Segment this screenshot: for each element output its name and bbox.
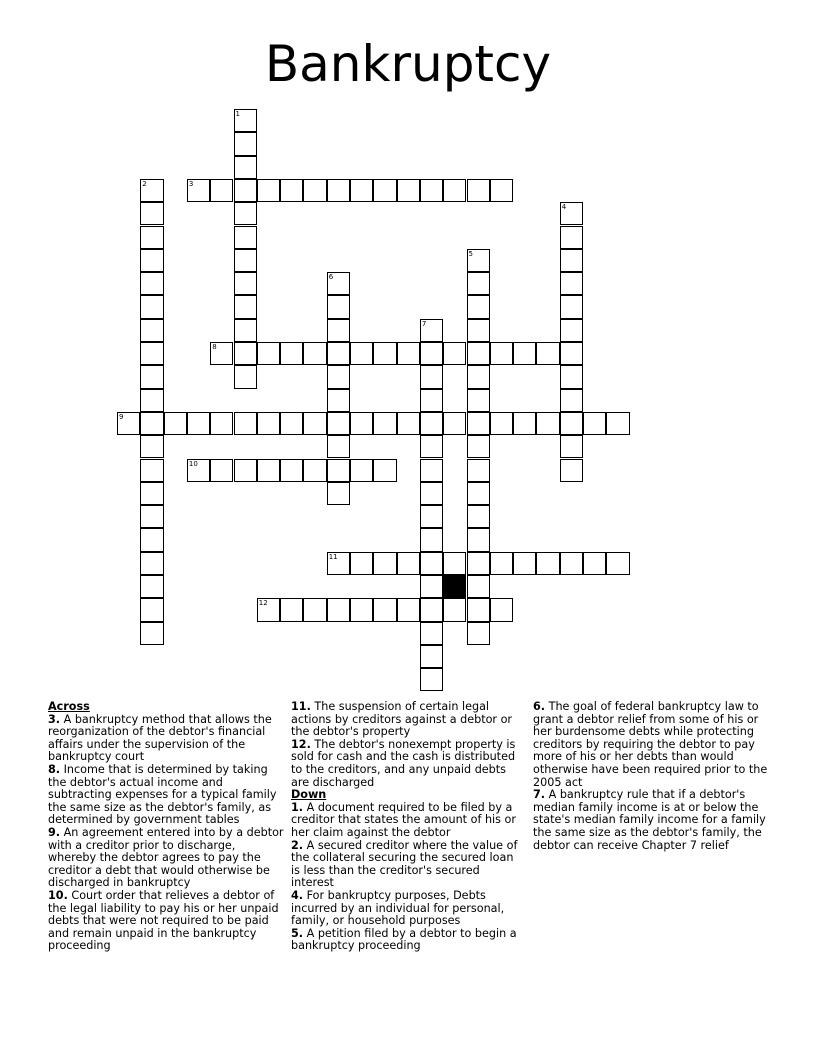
grid-cell[interactable] (467, 459, 490, 482)
grid-cell[interactable] (373, 459, 396, 482)
grid-cell-7[interactable] (420, 319, 443, 342)
grid-cell[interactable] (467, 622, 490, 645)
grid-cell[interactable] (467, 435, 490, 458)
grid-cell[interactable] (257, 459, 280, 482)
grid-cell[interactable] (140, 622, 163, 645)
grid-cell[interactable] (443, 342, 466, 365)
grid-cell[interactable] (397, 552, 420, 575)
grid-cell[interactable] (467, 552, 490, 575)
clue-number: 9 (119, 412, 124, 421)
grid-cell[interactable] (234, 179, 257, 202)
grid-cell[interactable] (327, 412, 350, 435)
clue-number: 5 (468, 249, 473, 258)
grid-cell[interactable] (234, 319, 257, 342)
grid-cell[interactable] (467, 575, 490, 598)
grid-cell[interactable] (140, 482, 163, 505)
grid-cell[interactable] (140, 459, 163, 482)
grid-cell[interactable] (140, 528, 163, 551)
grid-cell[interactable] (164, 412, 187, 435)
across-heading: Across (48, 700, 90, 713)
grid-cell[interactable] (373, 342, 396, 365)
grid-cell[interactable] (490, 552, 513, 575)
clue-number: 3 (188, 179, 194, 188)
grid-cell-4[interactable] (560, 202, 583, 225)
grid-cell[interactable] (140, 319, 163, 342)
grid-cell[interactable] (420, 389, 443, 412)
clues-column-3 (533, 701, 769, 852)
grid-cell[interactable] (467, 528, 490, 551)
grid-cell[interactable] (560, 295, 583, 318)
clue-down-6: 6. The goal of federal bankruptcy law to grant a debtor relief from some of his or her burdensome debts while protecting creditors by requiring the debtor to pay more of his or her debts than would otherwise have been required prior to the 2005 act (533, 700, 768, 789)
grid-cell-1[interactable] (234, 109, 257, 132)
grid-cell[interactable] (350, 459, 373, 482)
grid-cell[interactable] (560, 552, 583, 575)
grid-cell[interactable] (420, 435, 443, 458)
clue-across-8: 8. Income that is determined by taking the debtor's actual income and subtracting expenses for a typical family the same size as the debtor's family, as determined by government tables (48, 762, 277, 827)
grid-cell[interactable] (443, 179, 466, 202)
grid-cell[interactable] (420, 528, 443, 551)
grid-cell[interactable] (583, 412, 606, 435)
grid-cell[interactable] (303, 342, 326, 365)
grid-cell[interactable] (513, 342, 536, 365)
grid-cell[interactable] (583, 552, 606, 575)
grid-cell[interactable] (420, 552, 443, 575)
clue-number: 4 (561, 203, 567, 212)
grid-cell[interactable] (327, 435, 350, 458)
grid-cell[interactable] (234, 459, 257, 482)
grid-cell[interactable] (327, 389, 350, 412)
grid-cell[interactable] (560, 412, 583, 435)
grid-cell[interactable] (490, 179, 513, 202)
grid-cell[interactable] (467, 319, 490, 342)
grid-cell[interactable] (443, 412, 466, 435)
grid-cell[interactable] (303, 598, 326, 621)
grid-cell[interactable] (443, 552, 466, 575)
clue-number: 7 (421, 319, 427, 328)
grid-cell[interactable] (560, 272, 583, 295)
grid-cell[interactable] (536, 552, 559, 575)
grid-cell[interactable] (606, 412, 629, 435)
grid-cell[interactable] (140, 272, 163, 295)
grid-cell[interactable] (140, 598, 163, 621)
grid-cell[interactable] (327, 319, 350, 342)
grid-cell[interactable] (234, 202, 257, 225)
grid-cell[interactable] (490, 598, 513, 621)
grid-cell[interactable] (467, 412, 490, 435)
grid-cell-10[interactable] (187, 459, 210, 482)
clues-column-2 (291, 701, 521, 953)
grid-cell[interactable] (397, 342, 420, 365)
grid-cell[interactable] (420, 668, 443, 691)
grid-cell[interactable] (420, 575, 443, 598)
grid-cell[interactable] (140, 249, 163, 272)
grid-cell[interactable] (280, 459, 303, 482)
down-heading: Down (291, 788, 327, 802)
grid-cell-9[interactable] (117, 412, 140, 435)
grid-cell[interactable] (140, 342, 163, 365)
clue-across-11: 11. The suspension of certain legal actions by creditors against a debtor or the debtor's property (291, 700, 513, 739)
grid-cell[interactable] (467, 342, 490, 365)
grid-cell[interactable] (327, 598, 350, 621)
grid-cell[interactable] (234, 132, 257, 155)
grid-cell[interactable] (234, 226, 257, 249)
clue-down-7: 7. A bankruptcy rule that if a debtor's median family income is at or below the state's median family income for a family the same size as the debtor's family, the debtor can receive Chapter 7 relief (533, 788, 766, 852)
grid-cell[interactable] (327, 482, 350, 505)
grid-cell[interactable] (234, 295, 257, 318)
grid-cell[interactable] (443, 598, 466, 621)
clue-number: 1 (235, 110, 240, 118)
grid-cell[interactable] (140, 226, 163, 249)
grid-cell[interactable] (513, 552, 536, 575)
grid-cell[interactable] (560, 319, 583, 342)
grid-cell-3[interactable] (187, 179, 210, 202)
grid-cell[interactable] (140, 575, 163, 598)
clue-down-1: 1. A document required to be filed by a creditor that states the amount of his or her claim against the debtor (291, 800, 516, 839)
grid-cell[interactable] (560, 342, 583, 365)
clue-number: 6 (328, 273, 334, 282)
grid-cell[interactable] (234, 342, 257, 365)
grid-cell[interactable] (467, 598, 490, 621)
grid-cell[interactable] (327, 295, 350, 318)
grid-cell[interactable] (467, 295, 490, 318)
grid-cell[interactable] (397, 412, 420, 435)
clue-number: 8 (212, 343, 217, 351)
grid-cell[interactable] (257, 342, 280, 365)
grid-cell[interactable] (420, 459, 443, 482)
grid-cell[interactable] (234, 156, 257, 179)
grid-cell[interactable] (606, 552, 629, 575)
grid-cell[interactable] (140, 389, 163, 412)
grid-cell[interactable] (467, 365, 490, 388)
grid-cell[interactable] (234, 272, 257, 295)
grid-cell[interactable] (350, 598, 373, 621)
grid-cell[interactable] (560, 459, 583, 482)
grid-cell[interactable] (140, 552, 163, 575)
grid-cell[interactable] (280, 179, 303, 202)
grid-cell[interactable] (373, 598, 396, 621)
clue-number: 2 (142, 179, 147, 188)
clues-column-1 (48, 701, 284, 953)
grid-cell[interactable] (280, 342, 303, 365)
grid-cell[interactable] (234, 249, 257, 272)
grid-cell[interactable] (140, 295, 163, 318)
grid-cell[interactable] (560, 435, 583, 458)
grid-cell[interactable] (373, 179, 396, 202)
clue-across-12: 12. The debtor's nonexempt property is sold for cash and the cash is distributed to the creditors, and any unpaid debts are discharged (291, 737, 516, 789)
grid-cell[interactable] (210, 459, 233, 482)
grid-cell[interactable] (210, 179, 233, 202)
grid-cell[interactable] (303, 179, 326, 202)
grid-cell[interactable] (373, 552, 396, 575)
grid-cell[interactable] (350, 412, 373, 435)
grid-cell[interactable] (280, 598, 303, 621)
grid-cell[interactable] (490, 342, 513, 365)
grid-cell-5[interactable] (467, 249, 490, 272)
grid-cell[interactable] (303, 459, 326, 482)
grid-cell[interactable] (536, 342, 559, 365)
grid-cell[interactable] (140, 365, 163, 388)
grid-cell[interactable] (467, 272, 490, 295)
grid-cell-8[interactable] (210, 342, 233, 365)
grid-cell[interactable] (420, 598, 443, 621)
grid-cell-12[interactable] (257, 598, 280, 621)
grid-cell[interactable] (303, 412, 326, 435)
grid-cell[interactable] (280, 412, 303, 435)
grid-cell[interactable] (420, 645, 443, 668)
grid-cell[interactable] (560, 249, 583, 272)
clue-down-4: 4. For bankruptcy purposes, Debts incurred by an individual for personal, family, or household purposes (291, 888, 505, 928)
clue-across-3: 3. A bankruptcy method that allows the reorganization of the debtor's financial affairs under the supervision of the bankruptcy court (48, 712, 272, 764)
grid-cell[interactable] (536, 412, 559, 435)
grid-cell[interactable] (187, 412, 210, 435)
grid-cell[interactable] (350, 179, 373, 202)
grid-cell[interactable] (467, 505, 490, 528)
grid-cell[interactable] (327, 179, 350, 202)
grid-cell[interactable] (467, 389, 490, 412)
grid-cell[interactable] (467, 179, 490, 202)
grid-cell[interactable] (420, 342, 443, 365)
clue-number: 12 (258, 599, 268, 608)
grid-cell[interactable] (350, 342, 373, 365)
grid-cell[interactable] (467, 482, 490, 505)
grid-cell[interactable] (397, 179, 420, 202)
grid-cell[interactable] (560, 226, 583, 249)
clue-number: 10 (188, 459, 198, 468)
grid-cell[interactable] (560, 365, 583, 388)
clue-across-10: 10. Court order that relieves a debtor of the legal liability to pay his or her unpaid debts that were not required to be paid and remain unpaid in the bankruptcy proceeding (48, 888, 279, 953)
grid-cell[interactable] (397, 598, 420, 621)
puzzle-title: Bankruptcy (264, 35, 552, 93)
grid-cell[interactable] (234, 412, 257, 435)
black-square (443, 575, 466, 598)
clue-down-5: 5. A petition filed by a debtor to begin a bankruptcy proceeding (291, 926, 517, 953)
clue-number: 11 (328, 552, 338, 561)
grid-cell[interactable] (420, 482, 443, 505)
grid-cell[interactable] (140, 435, 163, 458)
grid-cell-6[interactable] (327, 272, 350, 295)
grid-cell[interactable] (140, 202, 163, 225)
grid-cell-11[interactable] (327, 552, 350, 575)
grid-cell[interactable] (420, 505, 443, 528)
grid-cell[interactable] (327, 342, 350, 365)
grid-cell[interactable] (210, 412, 233, 435)
grid-cell[interactable] (420, 365, 443, 388)
clue-across-9: 9. An agreement entered into by a debtor with a creditor prior to discharge, whereby the debtor agrees to pay the creditor a debt that would otherwise be discharged in bankruptcy (48, 825, 284, 890)
grid-cell[interactable] (257, 412, 280, 435)
grid-cell[interactable] (234, 365, 257, 388)
grid-cell[interactable] (327, 459, 350, 482)
grid-cell[interactable] (420, 412, 443, 435)
grid-cell[interactable] (420, 179, 443, 202)
grid-cell[interactable] (490, 412, 513, 435)
grid-cell[interactable] (140, 412, 163, 435)
grid-cell-2[interactable] (140, 179, 163, 202)
grid-cell[interactable] (327, 365, 350, 388)
grid-cell[interactable] (350, 552, 373, 575)
grid-cell[interactable] (140, 505, 163, 528)
grid-cell[interactable] (257, 179, 280, 202)
grid-cell[interactable] (560, 389, 583, 412)
clue-down-2: 2. A secured creditor where the value of the collateral securing the secured loan is less than the creditor's secured interest (291, 838, 518, 890)
grid-cell[interactable] (373, 412, 396, 435)
grid-cell[interactable] (513, 412, 536, 435)
grid-cell[interactable] (420, 622, 443, 645)
